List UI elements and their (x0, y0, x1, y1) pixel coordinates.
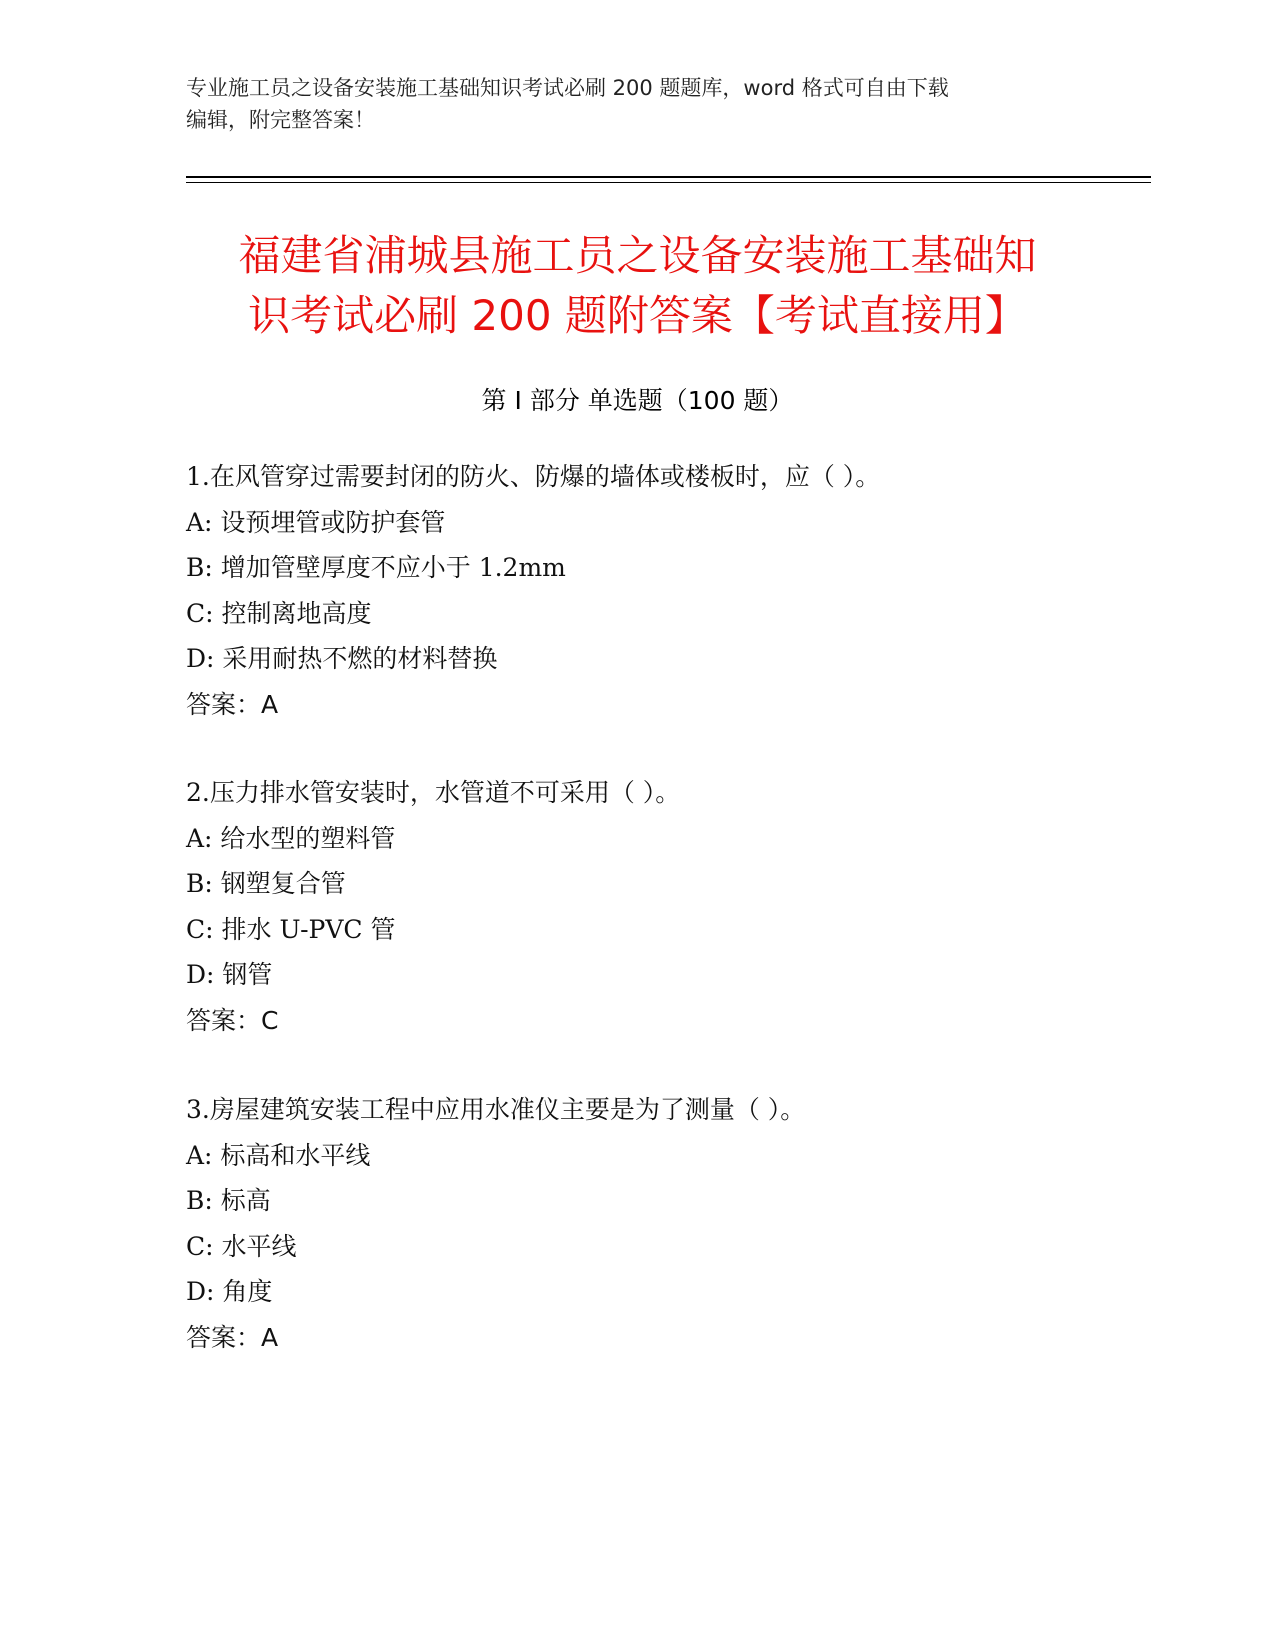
option-c: C: 控制离地高度 (186, 598, 372, 628)
document-title (150, 226, 1125, 346)
question-1 (186, 454, 1136, 727)
header-note (186, 72, 1086, 136)
option-c: C: 排水 U-PVC 管 (186, 914, 396, 944)
option-d: D: 采用耐热不燃的材料替换 (186, 644, 498, 673)
option-c: C: 水平线 (186, 1231, 297, 1261)
option-a: A: 设预埋管或防护套管 (186, 507, 446, 537)
header-divider-thick (186, 176, 1151, 178)
option-b: B: 钢塑复合管 (186, 869, 346, 898)
option-d: D: 钢管 (186, 960, 273, 989)
answer: 答案：A (186, 689, 279, 719)
question-3 (186, 1087, 1136, 1360)
answer: 答案：A (186, 1322, 279, 1352)
question-stem: 2.压力排水管安装时，水管道不可采用（ ）。 (186, 778, 681, 807)
question-stem: 3.房屋建筑安装工程中应用水准仪主要是为了测量（ ）。 (186, 1095, 806, 1124)
question-stem: 1.在风管穿过需要封闭的防火、防爆的墙体或楼板时，应（ ）。 (186, 462, 881, 491)
option-d: D: 角度 (186, 1277, 273, 1306)
option-b: B: 增加管壁厚度不应小于 1.2mm (186, 553, 566, 582)
option-a: A: 标高和水平线 (186, 1140, 371, 1170)
document-title-line-1: 福建省浦城县施工员之设备安装施工基础知 (238, 231, 1037, 280)
option-a: A: 给水型的塑料管 (186, 823, 396, 853)
header-divider-thin (186, 182, 1151, 183)
header-note-line-2: 编辑，附完整答案！ (186, 108, 375, 132)
option-b: B: 标高 (186, 1186, 271, 1215)
section-title: 第 I 部分 单选题（100 题） (481, 386, 794, 415)
document-title-line-2: 识考试必刷 200 题附答案【考试直接用】 (248, 291, 1027, 340)
question-2 (186, 770, 1136, 1043)
header-note-line-1: 专业施工员之设备安装施工基础知识考试必刷 200 题题库，word 格式可自由下载 (186, 76, 949, 100)
answer: 答案：C (186, 1005, 279, 1035)
